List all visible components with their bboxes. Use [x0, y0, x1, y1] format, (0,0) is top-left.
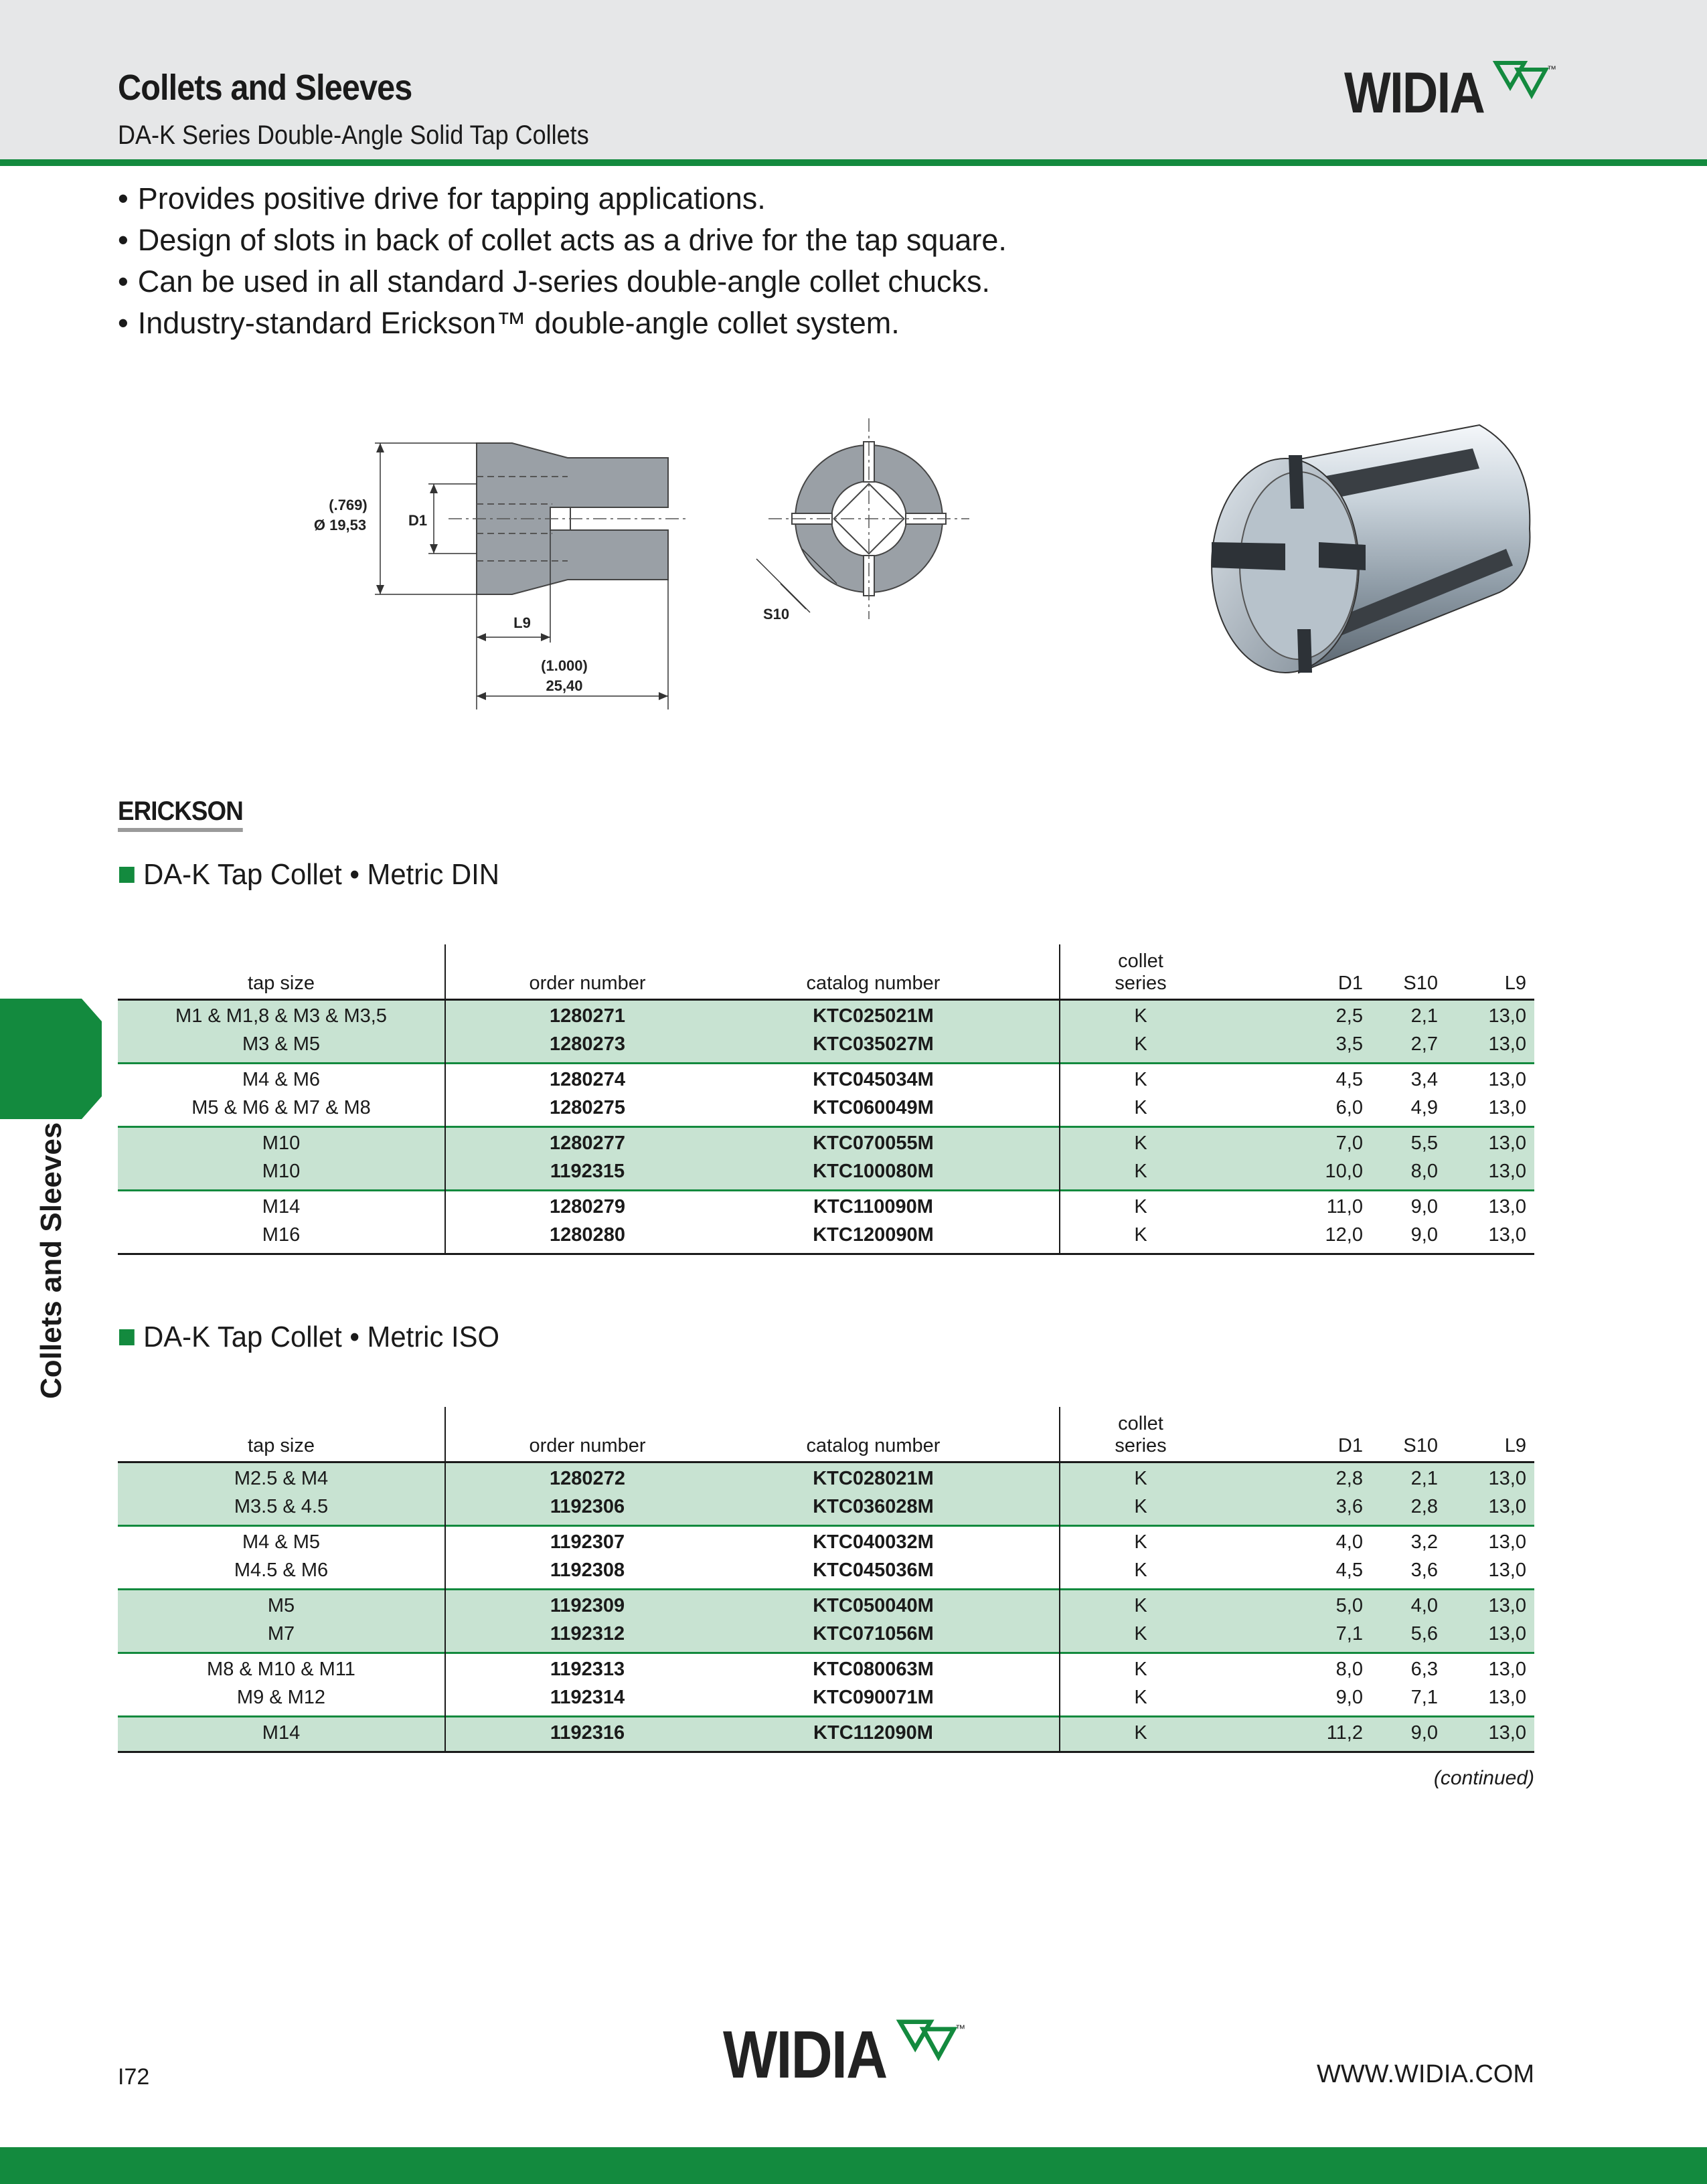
tap-size-cell: M4 & M6: [242, 1069, 321, 1090]
collet-series-cell: K: [1134, 1069, 1147, 1090]
catalog-number-cell: KTC070055M: [813, 1132, 934, 1154]
collet-series-cell: K: [1134, 1595, 1147, 1616]
order-number-cell: 1280271: [550, 1005, 625, 1027]
s10-cell: 5,5: [1410, 1132, 1438, 1154]
d1-cell: 11,0: [1326, 1196, 1363, 1217]
order-number-cell: 1192314: [550, 1687, 625, 1708]
l9-cell: 13,0: [1488, 1196, 1526, 1217]
l9-cell: 13,0: [1488, 1560, 1526, 1581]
l9-cell: 13,0: [1488, 1161, 1526, 1182]
collet-side-drawing: [288, 428, 703, 716]
logo-wordmark: WIDIA: [1344, 61, 1485, 125]
order-number-cell: 1192308: [550, 1560, 625, 1581]
collet-product-photo: [1185, 415, 1546, 696]
row-group: [118, 1191, 1534, 1255]
catalog-number-cell: KTC112090M: [813, 1722, 933, 1744]
row-group: [118, 1001, 1534, 1064]
row-group: [118, 1654, 1534, 1717]
order-number-cell: 1280273: [550, 1033, 625, 1055]
l9-cell: 13,0: [1488, 1097, 1526, 1118]
l9-cell: 13,0: [1488, 1496, 1526, 1517]
svg-text:™: ™: [1547, 64, 1557, 74]
green-square-icon: [119, 867, 135, 883]
d1-cell: 6,0: [1335, 1097, 1363, 1118]
tap-size-cell: M1 & M1,8 & M3 & M3,5: [175, 1005, 387, 1027]
catalog-number-cell: KTC100080M: [813, 1161, 934, 1182]
table-row: [118, 1592, 1534, 1620]
tap-size-cell: M4.5 & M6: [234, 1560, 329, 1581]
section-heading-metric-iso: [119, 1321, 499, 1354]
catalog-number-cell: KTC040032M: [813, 1531, 934, 1553]
col-catalog-number: catalog number: [806, 973, 941, 994]
collet-series-cell: K: [1134, 1224, 1147, 1246]
order-number-cell: 1192313: [550, 1659, 625, 1680]
col-tap-size: tap size: [248, 1435, 315, 1456]
d1-cell: 2,8: [1335, 1468, 1363, 1489]
d1-cell: 12,0: [1325, 1224, 1363, 1246]
s10-cell: 4,9: [1410, 1097, 1438, 1118]
catalog-number-cell: KTC090071M: [813, 1687, 934, 1708]
section-title: DA-K Tap Collet • Metric ISO: [143, 1321, 499, 1353]
order-number-cell: 1192309: [550, 1595, 625, 1616]
d1-cell: 7,0: [1335, 1132, 1363, 1154]
s10-cell: 4,0: [1410, 1595, 1438, 1616]
section-side-tab: [0, 999, 102, 1119]
catalog-number-cell: KTC045034M: [813, 1069, 934, 1090]
tap-size-cell: M10: [262, 1132, 301, 1154]
collet-series-cell: K: [1134, 1496, 1147, 1517]
tap-size-cell: M10: [262, 1161, 301, 1182]
s10-cell: 3,2: [1410, 1531, 1438, 1553]
l9-cell: 13,0: [1488, 1069, 1526, 1090]
table-row: [118, 1493, 1534, 1521]
tap-size-cell: M14: [262, 1196, 301, 1217]
s10-cell: 3,4: [1410, 1069, 1438, 1090]
dim-len-inch: (1.000): [541, 657, 588, 674]
table-row: [118, 1464, 1534, 1493]
table-row: [118, 1030, 1534, 1058]
s10-cell: 2,1: [1410, 1005, 1438, 1027]
feature-item: • Industry-standard Erickson™ double-angle collet system.: [118, 303, 1007, 344]
catalog-number-cell: KTC036028M: [813, 1496, 934, 1517]
l9-cell: 13,0: [1488, 1224, 1526, 1246]
logo-wordmark: WIDIA: [723, 2017, 887, 2092]
svg-text:™: ™: [955, 2023, 966, 2035]
feature-item: • Can be used in all standard J-series double-angle collet chucks.: [118, 261, 1007, 303]
l9-cell: 13,0: [1488, 1468, 1526, 1489]
order-number-cell: 1192316: [550, 1722, 625, 1744]
l9-cell: 13,0: [1488, 1659, 1526, 1680]
tap-size-cell: M8 & M10 & M11: [207, 1659, 355, 1680]
tap-size-cell: M3 & M5: [242, 1033, 321, 1055]
col-order-number: order number: [529, 973, 646, 994]
col-tap-size: tap size: [248, 973, 315, 994]
s10-cell: 5,6: [1410, 1623, 1438, 1645]
catalog-number-cell: KTC025021M: [813, 1005, 934, 1027]
col-collet-series: collet series: [1115, 1413, 1167, 1456]
widia-triangle-icon: [1493, 60, 1555, 100]
table-body: [118, 1001, 1534, 1255]
tap-size-cell: M3.5 & 4.5: [234, 1496, 329, 1517]
row-group: [118, 1064, 1534, 1128]
col-d1: D1: [1337, 973, 1363, 994]
table-row: [118, 1193, 1534, 1221]
col-catalog-number: catalog number: [806, 1435, 941, 1456]
d1-cell: 4,5: [1335, 1560, 1363, 1581]
collet-series-cell: K: [1134, 1196, 1147, 1217]
collet-series-cell: K: [1134, 1161, 1147, 1182]
order-number-cell: 1280275: [550, 1097, 625, 1118]
order-number-cell: 1280279: [550, 1196, 625, 1217]
col-collet-series: collet series: [1115, 950, 1167, 994]
col-l9: L9: [1504, 973, 1526, 994]
dim-dia-mm: Ø 19,53: [313, 517, 367, 533]
catalog-number-cell: KTC080063M: [813, 1659, 934, 1680]
table-row: [118, 1683, 1534, 1711]
table-header: [118, 944, 1534, 1001]
catalog-number-cell: KTC050040M: [813, 1595, 934, 1616]
d1-cell: 3,6: [1335, 1496, 1363, 1517]
table-row: [118, 1002, 1534, 1030]
catalog-number-cell: KTC120090M: [813, 1224, 934, 1246]
l9-cell: 13,0: [1488, 1132, 1526, 1154]
tap-size-cell: M16: [262, 1224, 301, 1246]
s10-cell: 6,3: [1410, 1659, 1438, 1680]
column-divider: [444, 944, 446, 1255]
l9-cell: 13,0: [1488, 1722, 1526, 1744]
col-d1: D1: [1337, 1435, 1363, 1456]
l9-cell: 13,0: [1488, 1005, 1526, 1027]
row-group: [118, 1717, 1534, 1753]
d1-cell: 9,0: [1335, 1687, 1363, 1708]
s10-cell: 2,8: [1410, 1496, 1438, 1517]
table-row: [118, 1094, 1534, 1122]
widia-logo-footer: [723, 2017, 966, 2092]
side-tab-label: Collets and Sleeves: [35, 1122, 68, 1399]
collet-series-cell: K: [1134, 1531, 1147, 1553]
feature-item: • Provides positive drive for tapping applications.: [118, 178, 1007, 220]
d1-cell: 2,5: [1335, 1005, 1363, 1027]
table-header: [118, 1407, 1534, 1463]
catalog-number-cell: KTC035027M: [813, 1033, 934, 1055]
tap-size-cell: M9 & M12: [236, 1687, 326, 1708]
l9-cell: 13,0: [1488, 1531, 1526, 1553]
collet-series-cell: K: [1134, 1468, 1147, 1489]
page-subtitle: DA-K Series Double-Angle Solid Tap Collets: [118, 120, 589, 150]
d1-cell: 11,2: [1326, 1722, 1363, 1744]
table-row: [118, 1528, 1534, 1556]
collet-series-cell: K: [1134, 1659, 1147, 1680]
collet-series-cell: K: [1134, 1097, 1147, 1118]
s10-cell: 7,1: [1410, 1687, 1438, 1708]
dim-len-mm: 25,40: [546, 677, 583, 694]
feature-list: [118, 178, 1007, 344]
d1-cell: 4,0: [1335, 1531, 1363, 1553]
metric-din-table: [118, 944, 1534, 1255]
continued-note: (continued): [1433, 1767, 1534, 1789]
col-s10: S10: [1403, 1435, 1438, 1456]
row-group: [118, 1590, 1534, 1654]
col-l9: L9: [1504, 1435, 1526, 1456]
metric-iso-table: [118, 1407, 1534, 1753]
tap-size-cell: M4 & M5: [242, 1531, 321, 1553]
table-row: [118, 1556, 1534, 1584]
s10-cell: 9,0: [1410, 1224, 1438, 1246]
order-number-cell: 1280272: [550, 1468, 625, 1489]
table-body: [118, 1463, 1534, 1753]
d1-cell: 5,0: [1335, 1595, 1363, 1616]
l9-cell: 13,0: [1488, 1623, 1526, 1645]
green-square-icon: [119, 1329, 135, 1345]
catalog-number-cell: KTC028021M: [813, 1468, 934, 1489]
catalog-number-cell: KTC110090M: [813, 1196, 933, 1217]
column-divider: [444, 1407, 446, 1753]
collet-end-view-drawing: [736, 415, 977, 643]
table-row: [118, 1157, 1534, 1185]
collet-series-cell: K: [1134, 1132, 1147, 1154]
order-number-cell: 1192312: [550, 1623, 625, 1645]
column-divider: [1059, 944, 1060, 1255]
tap-size-cell: M5: [267, 1595, 295, 1616]
section-title: DA-K Tap Collet • Metric DIN: [143, 858, 499, 891]
catalog-number-cell: KTC060049M: [813, 1097, 934, 1118]
l9-cell: 13,0: [1488, 1595, 1526, 1616]
l9-cell: 13,0: [1488, 1687, 1526, 1708]
table-row: [118, 1066, 1534, 1094]
row-group: [118, 1128, 1534, 1191]
page-header: [0, 0, 1707, 159]
collet-series-cell: K: [1134, 1722, 1147, 1744]
footer-band: [0, 2147, 1707, 2184]
tap-size-cell: M5 & M6 & M7 & M8: [191, 1097, 371, 1118]
d1-cell: 8,0: [1335, 1659, 1363, 1680]
s10-cell: 3,6: [1410, 1560, 1438, 1581]
catalog-number-cell: KTC071056M: [813, 1623, 934, 1645]
page-title: Collets and Sleeves: [118, 68, 412, 108]
dim-dia-inch: (.769): [329, 497, 368, 513]
table-row: [118, 1620, 1534, 1648]
tap-size-cell: M14: [262, 1722, 301, 1744]
erickson-brand-logo: ERICKSON: [118, 796, 243, 832]
tap-size-cell: M2.5 & M4: [234, 1468, 329, 1489]
s10-cell: 2,7: [1410, 1033, 1438, 1055]
order-number-cell: 1192307: [550, 1531, 625, 1553]
col-s10: S10: [1403, 973, 1438, 994]
d1-cell: 3,5: [1335, 1033, 1363, 1055]
order-number-cell: 1192306: [550, 1496, 625, 1517]
table-row: [118, 1719, 1534, 1747]
collet-series-cell: K: [1134, 1560, 1147, 1581]
l9-cell: 13,0: [1488, 1033, 1526, 1055]
widia-triangle-icon: [897, 2019, 964, 2063]
catalog-number-cell: KTC045036M: [813, 1560, 934, 1581]
column-divider: [1059, 1407, 1060, 1753]
order-number-cell: 1280280: [550, 1224, 625, 1246]
website-link[interactable]: WWW.WIDIA.COM: [1316, 2060, 1534, 2088]
dim-d1: D1: [408, 512, 428, 529]
table-row: [118, 1129, 1534, 1157]
order-number-cell: 1280274: [550, 1069, 625, 1090]
collet-series-cell: K: [1134, 1005, 1147, 1027]
col-order-number: order number: [529, 1435, 646, 1456]
page-number: I72: [118, 2064, 150, 2090]
table-row: [118, 1221, 1534, 1249]
dim-l9: L9: [513, 614, 531, 631]
header-rule: [0, 159, 1707, 166]
s10-cell: 2,1: [1410, 1468, 1438, 1489]
order-number-cell: 1280277: [550, 1132, 625, 1154]
tap-size-cell: M7: [267, 1623, 295, 1645]
table-row: [118, 1655, 1534, 1683]
dim-s10: S10: [763, 606, 790, 622]
row-group: [118, 1527, 1534, 1590]
widia-logo-header: [1344, 61, 1557, 125]
d1-cell: 4,5: [1335, 1069, 1363, 1090]
s10-cell: 9,0: [1410, 1196, 1438, 1217]
section-heading-metric-din: [119, 858, 499, 892]
d1-cell: 10,0: [1325, 1161, 1363, 1182]
s10-cell: 9,0: [1410, 1722, 1438, 1744]
feature-item: • Design of slots in back of collet acts as a drive for the tap square.: [118, 220, 1007, 261]
collet-series-cell: K: [1134, 1033, 1147, 1055]
order-number-cell: 1192315: [550, 1161, 625, 1182]
d1-cell: 7,1: [1335, 1623, 1363, 1645]
collet-series-cell: K: [1134, 1687, 1147, 1708]
collet-series-cell: K: [1134, 1623, 1147, 1645]
row-group: [118, 1463, 1534, 1527]
s10-cell: 8,0: [1410, 1161, 1438, 1182]
